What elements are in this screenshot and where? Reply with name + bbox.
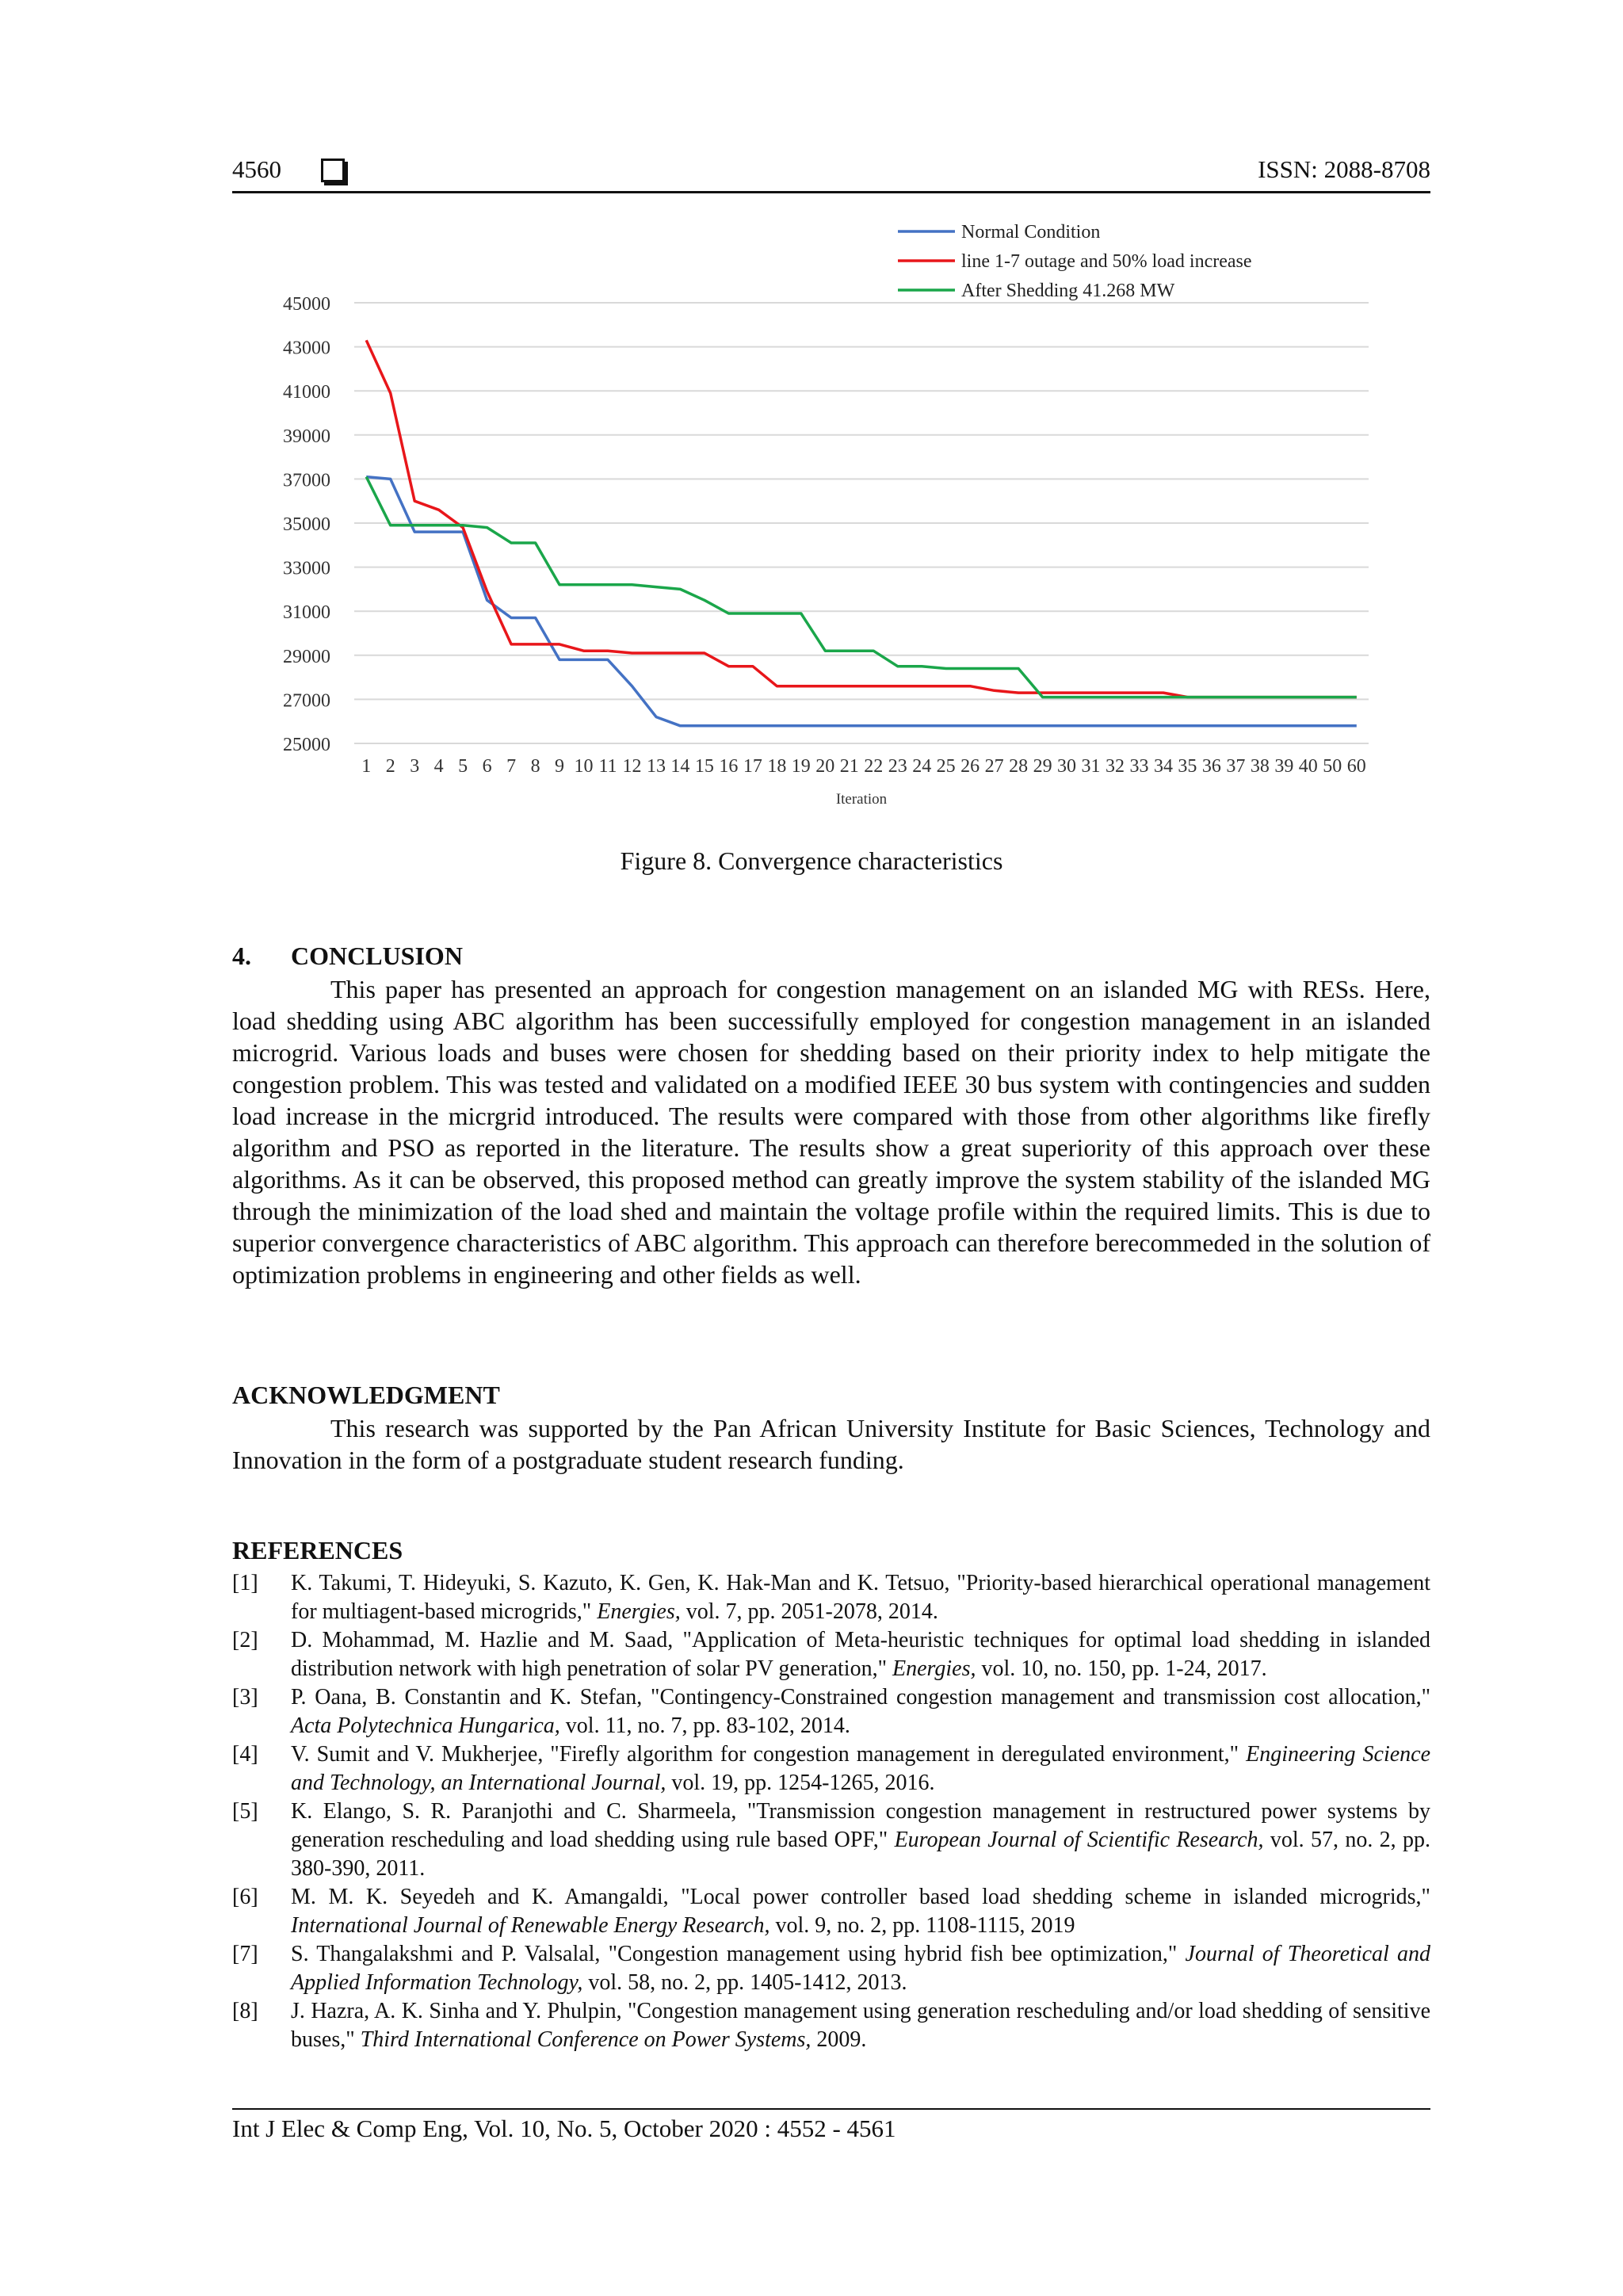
x-tick-label: 38 [1250, 756, 1270, 777]
x-tick-label: 22 [864, 756, 884, 777]
x-tick-label: 15 [694, 756, 714, 777]
reference-journal: Third International Conference on Power Systems, [360, 2027, 812, 2052]
reference-journal: Acta Polytechnica Hungarica, [291, 1713, 560, 1738]
reference-number: [3] [232, 1685, 258, 1710]
x-tick-label: 4 [433, 756, 444, 777]
x-tick-label: 13 [646, 756, 666, 777]
checkbox-square-icon [321, 159, 345, 182]
legend-label: After Shedding 41.268 MW [961, 281, 1175, 301]
reference-text: S. Thangalakshmi and P. Valsalal, "Congestion management using hybrid fish bee optimization," Journal of Theoretical and Applied Information Technology, vol. 58, no. 2, pp. 1405-1412, 2013. [291, 1942, 1430, 1995]
reference-number: [7] [232, 1942, 258, 1966]
x-tick-label: 34 [1153, 756, 1173, 777]
acknowledgment-paragraph: This research was supported by the Pan African University Institute for Basic Sciences, Technology and Innovation in the form of a postgraduate student research funding. [232, 1414, 1430, 1474]
x-tick-label: 29 [1033, 756, 1052, 777]
x-tick-label: 60 [1346, 756, 1366, 777]
y-tick-label: 29000 [283, 646, 330, 667]
reference-text: V. Sumit and V. Mukherjee, "Firefly algorithm for congestion management in deregulated environment," Engineering Science and Technology, an International Journal, vol. 19, pp. 1254-1265, 2016. [291, 1742, 1431, 1795]
footer-divider [232, 2108, 1430, 2110]
y-tick-label: 27000 [283, 690, 330, 712]
conclusion-paragraph: This paper has presented an approach for congestion management on an islanded MG with RESs. Here, load shedding using ABC algorithm has been successifully employed for congestion management in an islanded microgrid. Various loads and buses were chosen for shedding based on their priority index to help mitigate the congestion problem. This was tested and validated on a modified IEEE 30 bus system with contingencies and sudden load increase in the micrgrid introduced. The results were compared with those from other algorithms like firefly algorithm and PSO as reported in the literature. The results show a great superiority of this approach over these algorithms. As it can be observed, this proposed method can greatly improve the system stability of the islanded MG through the minimization of the load shed and maintain the voltage profile within the required limits. This is due to superior convergence characteristics of ABC algorithm. This approach can therefore berecommeded in the solution of optimization problems in engineering and other fields as well. [232, 975, 1430, 1289]
reference-number: [2] [232, 1628, 258, 1652]
chart-svg [232, 208, 1421, 826]
reference-text: K. Takumi, T. Hideyuki, S. Kazuto, K. Gen, K. Hak-Man and K. Tetsuo, "Priority-based hierarchical operational management for multiagent-based microgrids," Energies, vol. 7, pp. 2051-2078, 2014. [291, 1571, 1430, 1624]
reference-item [232, 1683, 1430, 1740]
reference-text: P. Oana, B. Constantin and K. Stefan, "Contingency-Constrained congestion management and transmission cost allocation," Acta Polytechnica Hungarica, vol. 11, no. 7, pp. 83-102, 2014. [291, 1685, 1430, 1738]
reference-item [232, 1626, 1430, 1683]
x-tick-label: 39 [1274, 756, 1294, 777]
x-tick-label: 50 [1323, 756, 1342, 777]
y-tick-label: 33000 [283, 558, 330, 579]
reference-text: K. Elango, S. R. Paranjothi and C. Sharmeela, "Transmission congestion management in restructured power systems by generation rescheduling and load shedding using rule based OPF," European Journal of Scientific Research, vol. 57, no. 2, pp. 380-390, 2011. [291, 1799, 1431, 1881]
reference-number: [6] [232, 1885, 258, 1909]
x-tick-label: 20 [815, 756, 835, 777]
y-tick-label: 35000 [283, 514, 330, 535]
reference-journal: International Journal of Renewable Energy Research, [291, 1913, 770, 1938]
series-line [366, 477, 1357, 697]
series-line [366, 340, 1357, 697]
x-tick-label: 10 [574, 756, 594, 777]
x-tick-label: 6 [482, 756, 492, 777]
section-number: 4. [232, 942, 251, 970]
x-tick-label: 35 [1178, 756, 1197, 777]
x-tick-label: 7 [506, 756, 517, 777]
issn-label: ISSN: 2088-8708 [1258, 155, 1430, 183]
x-axis-label: Iteration [835, 791, 888, 808]
x-tick-label: 18 [767, 756, 787, 777]
x-tick-label: 14 [670, 756, 690, 777]
y-tick-label: 45000 [283, 294, 330, 315]
references-heading: REFERENCES [232, 1536, 403, 1564]
reference-text: J. Hazra, A. K. Sinha and Y. Phulpin, "Congestion management using generation rescheduling and/or load shedding of sensitive buses," Third International Conference on Power Systems, 2009. [291, 1999, 1430, 2052]
x-tick-label: 23 [888, 756, 907, 777]
reference-number: [5] [232, 1799, 258, 1824]
y-tick-label: 43000 [283, 338, 330, 359]
reference-number: [8] [232, 1999, 258, 2023]
convergence-chart [232, 208, 1421, 826]
x-tick-label: 26 [960, 756, 980, 777]
reference-journal: Energies, [597, 1599, 681, 1624]
x-tick-label: 37 [1226, 756, 1246, 777]
x-tick-label: 25 [936, 756, 956, 777]
conclusion-heading [232, 942, 463, 971]
page-footer: Int J Elec & Comp Eng, Vol. 10, No. 5, October 2020 : 4552 - 4561 [232, 2115, 896, 2142]
reference-journal: Energies, [892, 1656, 976, 1681]
reference-item [232, 1997, 1430, 2054]
reference-item [232, 1883, 1430, 1940]
x-tick-label: 9 [555, 756, 565, 777]
page-number: 4560 [232, 155, 281, 183]
x-tick-label: 32 [1106, 756, 1125, 777]
reference-item [232, 1740, 1430, 1797]
figure-caption: Figure 8. Convergence characteristics [620, 846, 1003, 875]
x-tick-label: 2 [385, 756, 395, 777]
legend-label: line 1-7 outage and 50% load increase [961, 251, 1252, 272]
x-tick-label: 16 [719, 756, 739, 777]
header-divider [232, 191, 1430, 193]
x-tick-label: 5 [458, 756, 468, 777]
x-tick-label: 40 [1298, 756, 1318, 777]
y-tick-label: 25000 [283, 735, 330, 755]
x-tick-label: 17 [743, 756, 762, 777]
reference-journal: European Journal of Scientific Research, [894, 1828, 1264, 1852]
x-tick-label: 31 [1081, 756, 1101, 777]
x-tick-label: 21 [839, 756, 859, 777]
y-tick-label: 41000 [283, 382, 330, 403]
reference-item [232, 1569, 1430, 1626]
x-tick-label: 12 [622, 756, 642, 777]
x-tick-label: 30 [1057, 756, 1077, 777]
y-tick-label: 37000 [283, 470, 330, 491]
series-line [366, 477, 1357, 726]
reference-number: [1] [232, 1571, 258, 1595]
reference-text: D. Mohammad, M. Hazlie and M. Saad, "Application of Meta-heuristic techniques for optimal load shedding in islanded distribution network with high penetration of solar PV generation," Energies, vol. 10, no. 150, pp. 1-24, 2017. [291, 1628, 1430, 1681]
x-tick-label: 8 [530, 756, 540, 777]
y-tick-label: 39000 [283, 426, 330, 447]
x-tick-label: 3 [410, 756, 420, 777]
x-tick-label: 27 [984, 756, 1004, 777]
x-tick-label: 36 [1201, 756, 1221, 777]
x-tick-label: 28 [1009, 756, 1029, 777]
x-tick-label: 1 [361, 756, 372, 777]
reference-item [232, 1797, 1430, 1883]
x-tick-label: 19 [791, 756, 811, 777]
y-tick-label: 31000 [283, 602, 330, 624]
reference-journal: Engineering Science and Technology, an International Journal, [291, 1742, 1431, 1795]
reference-journal: Journal of Theoretical and Applied Information Technology, [291, 1942, 1430, 1995]
legend-label: Normal Condition [961, 222, 1101, 243]
reference-list [232, 1569, 1430, 2054]
x-tick-label: 33 [1129, 756, 1149, 777]
reference-text: M. M. K. Seyedeh and K. Amangaldi, "Local power controller based load shedding scheme in islanded microgrids," International Journal of Renewable Energy Research, vol. 9, no. 2, pp. 1108-1115, 2019 [291, 1885, 1430, 1938]
page-header [232, 152, 1430, 192]
x-tick-label: 24 [912, 756, 932, 777]
reference-number: [4] [232, 1742, 258, 1767]
section-title: CONCLUSION [291, 942, 463, 970]
reference-item [232, 1940, 1430, 1997]
acknowledgment-heading: ACKNOWLEDGMENT [232, 1381, 500, 1409]
x-tick-label: 11 [598, 756, 617, 777]
